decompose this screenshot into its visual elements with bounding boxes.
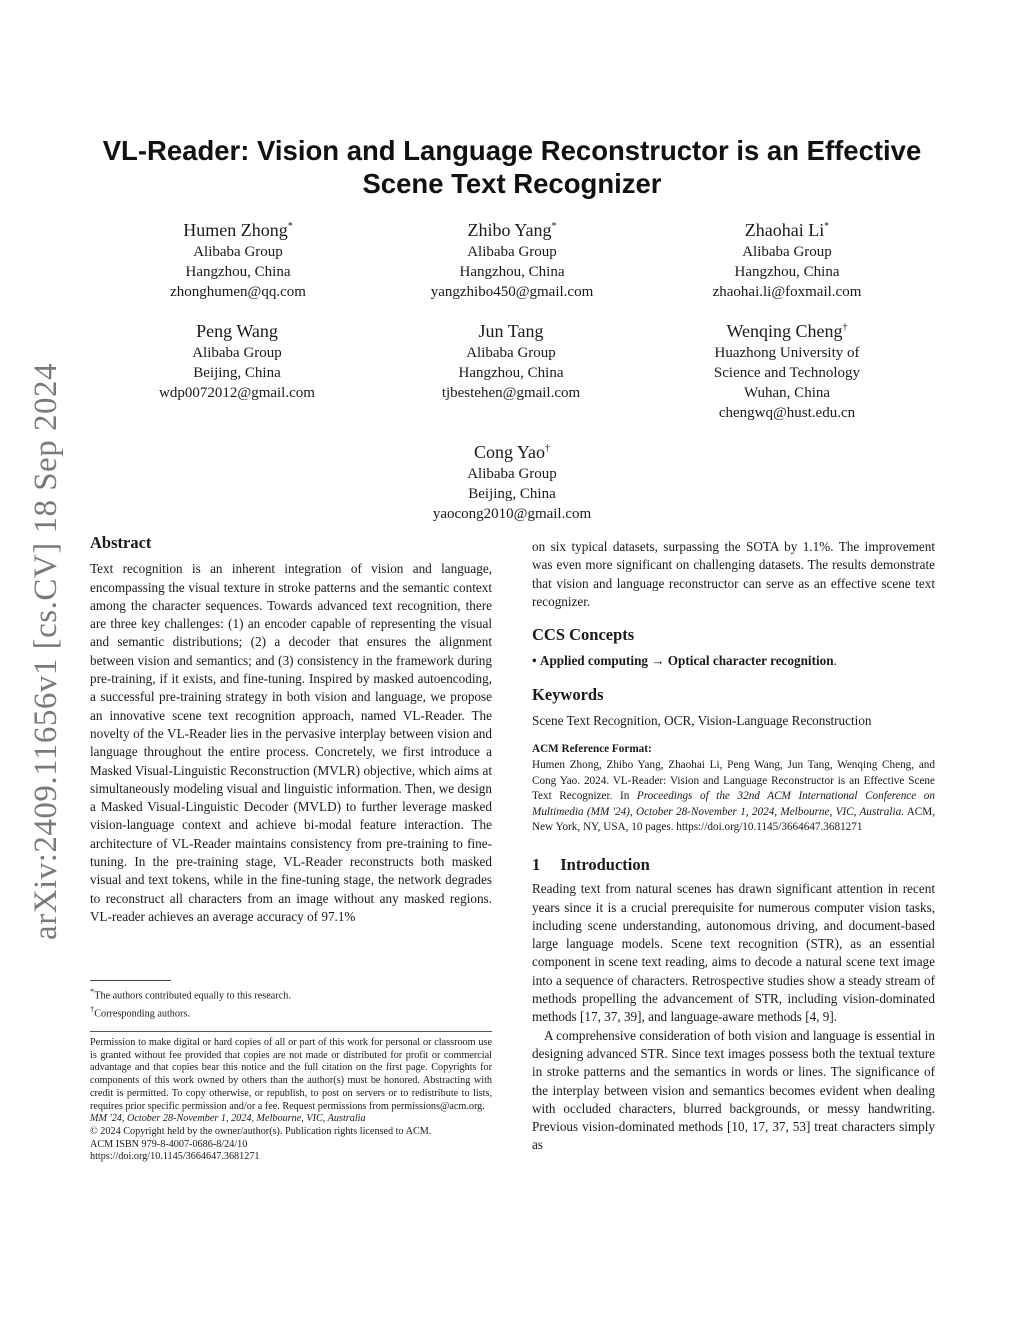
doi-link[interactable]: https://doi.org/10.1145/3664647.3681271 [90, 1151, 260, 1163]
author-affiliation: Alibaba Group [193, 244, 283, 260]
author-location: Beijing, China [468, 486, 556, 502]
intro-heading: 1 Introduction [532, 854, 650, 874]
author-name: Zhaohai Li* [744, 220, 830, 240]
author-location: Wuhan, China [743, 385, 831, 401]
author-block [118, 216, 358, 302]
author-affiliation-2: Science and Technology [713, 365, 861, 381]
author-email[interactable]: zhaohai.li@foxmail.com [712, 284, 862, 300]
intro-paragraph-2: A comprehensive consideration of both vision and language is essential in designing advanced STR. Since text images possess both the textual texture in stroke patterns and the semantics in words or lines. The significance of the interplay between vision and semantics becomes evident when dealing with occluded characters, blurred backgrounds, or messy handwriting. Previous vision-dominated methods [10, 17, 37, 53] treat characters simply as [532, 1027, 935, 1153]
permission-block [90, 1037, 492, 1164]
keywords-heading: Keywords [532, 684, 604, 704]
paper-title [90, 134, 934, 200]
author-location: Hangzhou, China [734, 264, 840, 280]
acm-ref-heading: ACM Reference Format: [532, 743, 652, 756]
author-block [392, 438, 632, 524]
arxiv-id: arXiv:2409.11656v1 [cs.CV] 18 Sep 2024 [27, 362, 64, 940]
ccs-concept: • Applied computing → Optical character recognition. [532, 653, 837, 669]
author-affiliation: Alibaba Group [466, 345, 556, 361]
author-email[interactable]: tjbestehen@gmail.com [441, 385, 581, 401]
author-location: Hangzhou, China [458, 365, 564, 381]
author-name: Cong Yao† [473, 442, 551, 462]
author-name: Peng Wang [196, 321, 278, 341]
copyright-line: © 2024 Copyright held by the owner/author(s). Publication rights licensed to ACM. [90, 1125, 432, 1137]
author-block [667, 317, 907, 423]
author-location: Beijing, China [193, 365, 281, 381]
author-email[interactable]: zhonghumen@qq.com [170, 284, 306, 300]
author-name: Humen Zhong* [183, 220, 293, 240]
right-column [532, 538, 935, 1155]
author-location: Hangzhou, China [459, 264, 565, 280]
abstract-text: Text recognition is an inherent integration of vision and language, encompassing the visual texture in stroke patterns and the semantic context among the character sequences. Towards advanced text recognition, there are three key challenges: (1) an encoder capable of representing the visual and semantic distributions; (2) a decoder that ensures the alignment between vision and semantics; and (3) consistency in the framework during pre-training, if it exists, and fine-tuning. Inspired by masked autoencoding, a successful pre-training strategy in both vision and language, we propose an innovative scene text recognition approach, named VL-Reader. The novelty of the VL-Reader lies in the pervasive interplay between vision and language throughout the entire process. Concretely, we first introduce a Masked Visual-Linguistic Reconstruction (MVLR) objective, which aims at simultaneously modeling visual and linguistic information. Then, we design a Masked Visual-Linguistic Decoder (MVLD) to further leverage masked vision-language context and achieve bi-modal feature interaction. The architecture of VL-Reader maintains consistency from pre-training to fine-tuning. In the pre-training stage, VL-Reader reconstructs both masked visual and text tokens, while in the fine-tuning stage, the network degrades to reconstruct all characters from an image without any masked regions. VL-reader achieves an average accuracy of 97.1% [90, 561, 492, 924]
abstract-continued: on six typical datasets, surpassing the SOTA by 1.1%. The improvement was even more significant on challenging datasets. The results demonstrate that vision and language reconstructor can serve as an effective scene text recognizer. [532, 539, 935, 609]
author-affiliation: Alibaba Group [467, 244, 557, 260]
author-block [392, 216, 632, 302]
isbn-line: ACM ISBN 979-8-4007-0686-8/24/10 [90, 1138, 248, 1150]
keywords-text: Scene Text Recognition, OCR, Vision-Language Reconstruction [532, 713, 872, 729]
author-block [391, 317, 631, 403]
author-location: Hangzhou, China [185, 264, 291, 280]
author-email[interactable]: wdp0072012@gmail.com [159, 385, 315, 401]
ccs-heading: CCS Concepts [532, 625, 635, 645]
footnotes [90, 985, 492, 1021]
acm-reference [532, 742, 935, 836]
author-email[interactable]: yangzhibo450@gmail.com [430, 284, 594, 300]
author-affiliation: Alibaba Group [192, 345, 282, 361]
author-block [117, 317, 357, 403]
author-name: Zhibo Yang* [467, 220, 557, 240]
abstract-section [90, 534, 492, 926]
permission-rule [90, 1031, 492, 1032]
title-line-1: VL-Reader: Vision and Language Reconstructor is an Effective [102, 135, 922, 166]
footnote-corresponding: †Corresponding authors. [90, 1004, 190, 1020]
author-affiliation: Alibaba Group [467, 466, 557, 482]
author-email[interactable]: chengwq@hust.edu.cn [718, 405, 856, 421]
author-email[interactable]: yaocong2010@gmail.com [432, 506, 592, 522]
abstract-heading: Abstract [90, 533, 152, 552]
author-block [667, 216, 907, 302]
author-affiliation: Alibaba Group [742, 244, 832, 260]
footnote-equal: *The authors contributed equally to this research. [90, 986, 291, 1002]
footnote-rule [90, 980, 171, 981]
venue-line: MM '24, October 28-November 1, 2024, Melbourne, VIC, Australia [90, 1113, 366, 1125]
author-affiliation: Huazhong University of [714, 345, 860, 361]
title-line-2: Scene Text Recognizer [362, 168, 662, 199]
intro-paragraph-1: Reading text from natural scenes has drawn significant attention in recent years since it is a crucial prerequisite for numerous computer vision tasks, including scene understanding, autonomous driving, and document-based large language models. Scene text recognition (STR), as an essential component in scene text reading, aims to decode a natural scene text image into a sequence of characters. Retrospective studies show a steady stream of methods propelling the advancement of STR, including vision-dominated methods [17, 37, 39], and language-aware methods [4, 9]. [532, 881, 935, 1025]
acm-ref-text: Humen Zhong, Zhibo Yang, Zhaohai Li, Peng Wang, Jun Tang, Wenqing Cheng, and Cong Yao. 2024. VL-Reader: Vision and Language Reconstructor is an Effective Scene Text Recognizer. In Proceedings of the 32nd ACM International Conference on Multimedia (MM '24), October 28-November 1, 2024, Melbourne, VIC, Australia. ACM, New York, NY, USA, 10 pages. https://doi.org/10.1145/3664647.3681271 [532, 758, 935, 834]
permission-text: Permission to make digital or hard copies of all or part of this work for personal or classroom use is granted without fee provided that copies are not made or distributed for profit or commercial advantage and that copies bear this notice and the full citation on the first page. Copyrights for components of this work owned by others than the author(s) must be honored. Abstracting with credit is permitted. To copy otherwise, or republish, to post on servers or to redistribute to lists, requires prior specific permission and/or a fee. Request permissions from permissions@acm.org. [90, 1037, 492, 1112]
author-name: Wenqing Cheng† [726, 321, 848, 341]
arxiv-stamp [16, 356, 76, 946]
author-name: Jun Tang [478, 321, 544, 341]
